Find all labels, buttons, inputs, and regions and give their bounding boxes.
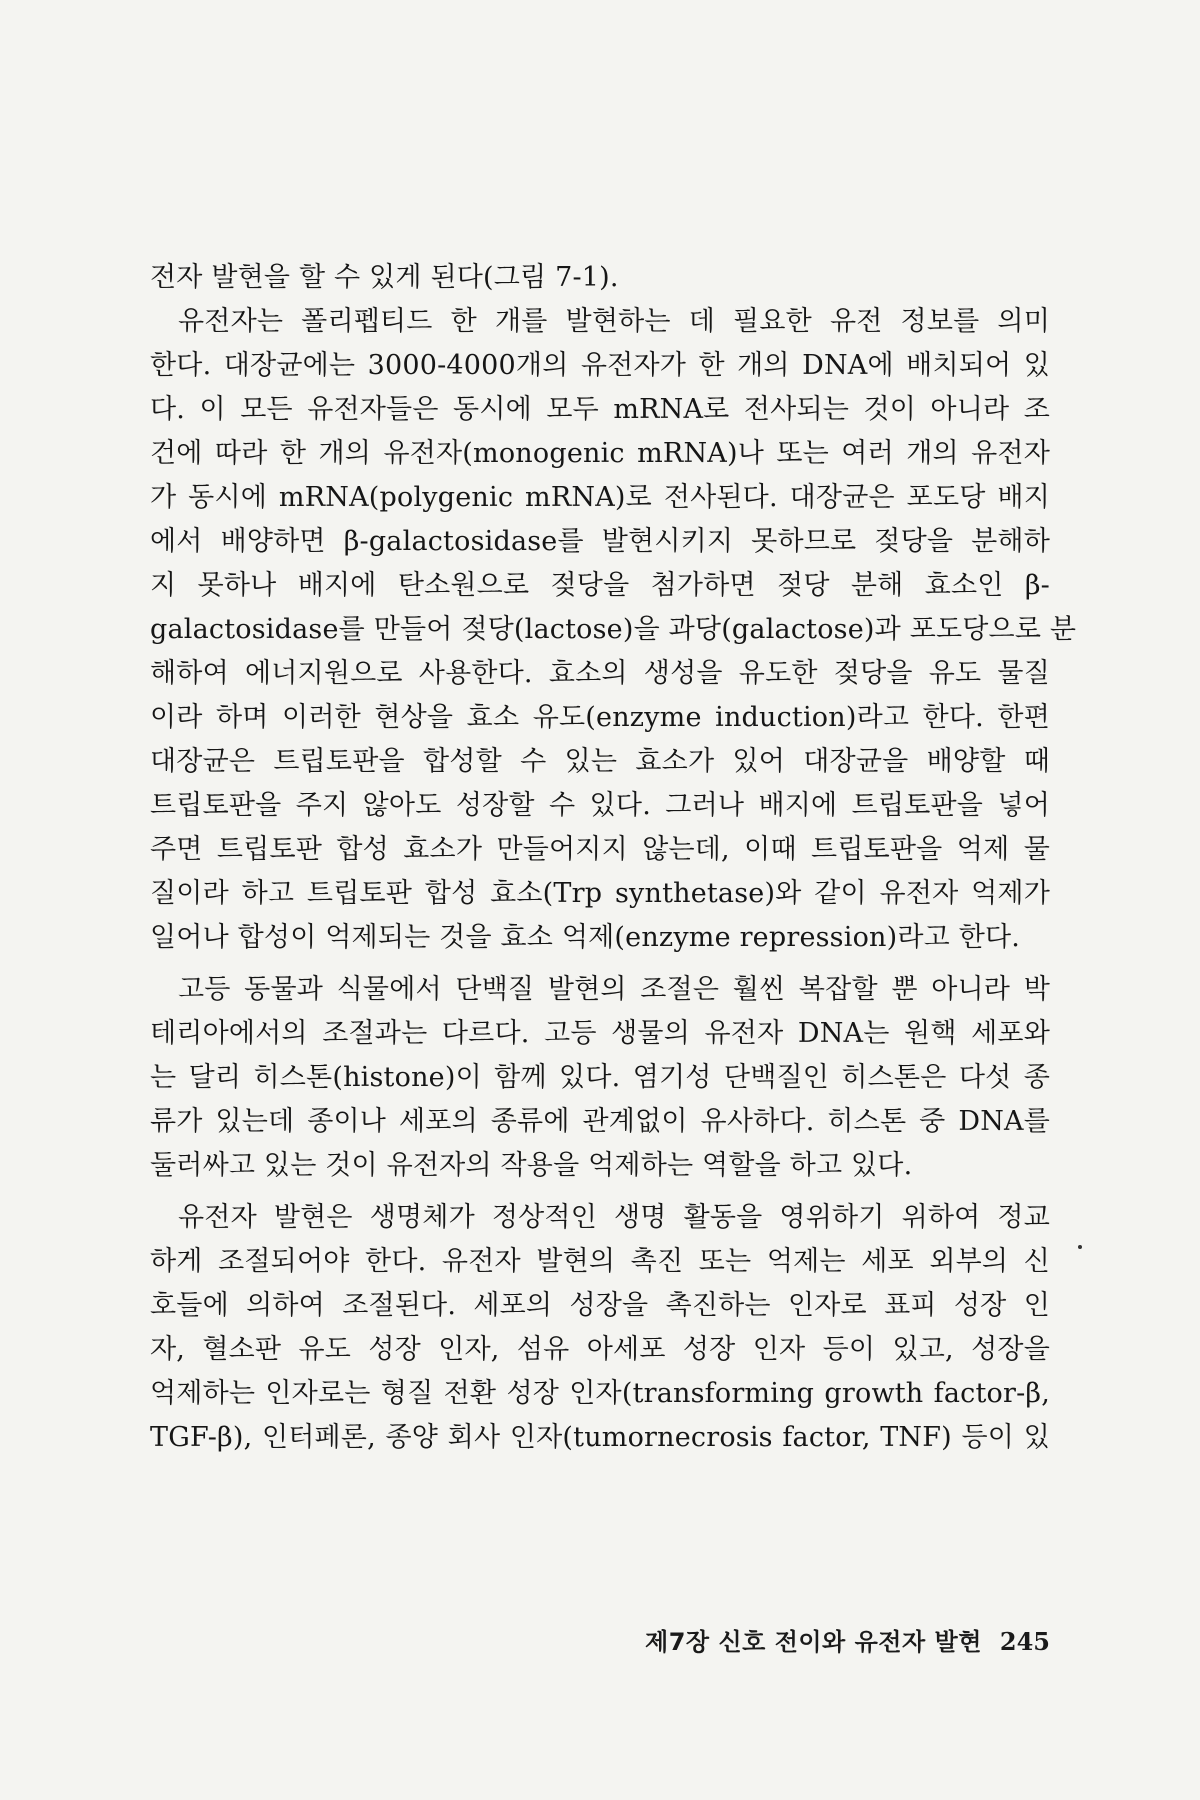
text-line: 한다. 대장균에는 3000-4000개의 유전자가 한 개의 DNA에 배치되어 있 <box>150 350 1050 381</box>
text-line: 유전자 발현은 생명체가 정상적인 생명 활동을 영위하기 위하여 정교 <box>178 1202 1050 1233</box>
text-line: 는 달리 히스톤(histone)이 함께 있다. 염기성 단백질인 히스톤은 다섯 종 <box>150 1062 1050 1093</box>
text-line: 가 동시에 mRNA(polygenic mRNA)로 전사된다. 대장균은 포도당 배지 <box>150 482 1050 513</box>
text-line: 전자 발현을 할 수 있게 된다(그림 7-1). <box>150 262 619 293</box>
text-line: 테리아에서의 조절과는 다르다. 고등 생물의 유전자 DNA는 원핵 세포와 <box>150 1018 1050 1049</box>
text-line: galactosidase를 만들어 젖당(lactose)을 과당(galactose)과 포도당으로 분 <box>150 614 1077 645</box>
text-line: 지 못하나 배지에 탄소원으로 젖당을 첨가하면 젖당 분해 효소인 β- <box>150 570 1050 601</box>
text-line: 대장균은 트립토판을 합성할 수 있는 효소가 있어 대장균을 배양할 때 <box>150 746 1050 777</box>
paragraph-gap <box>150 1188 1050 1196</box>
text-line: 해하여 에너지원으로 사용한다. 효소의 생성을 유도한 젖당을 유도 물질 <box>150 658 1050 689</box>
text-line: 둘러싸고 있는 것이 유전자의 작용을 억제하는 역할을 하고 있다. <box>150 1150 913 1181</box>
text-line: 일어나 합성이 억제되는 것을 효소 억제(enzyme repression)라고 한다. <box>150 922 1021 953</box>
stray-dot <box>1078 1245 1082 1249</box>
text-line: 류가 있는데 종이나 세포의 종류에 관계없이 유사하다. 히스톤 중 DNA를 <box>150 1106 1050 1137</box>
text-line: 건에 따라 한 개의 유전자(monogenic mRNA)나 또는 여러 개의 유전자 <box>150 438 1050 469</box>
text-line: 자, 혈소판 유도 성장 인자, 섬유 아세포 성장 인자 등이 있고, 성장을 <box>150 1334 1050 1365</box>
text-line: 호들에 의하여 조절된다. 세포의 성장을 촉진하는 인자로 표피 성장 인 <box>150 1290 1050 1321</box>
text-line: 트립토판을 주지 않아도 성장할 수 있다. 그러나 배지에 트립토판을 넣어 <box>150 790 1050 821</box>
page-number: 245 <box>999 1627 1050 1656</box>
text-line: 억제하는 인자로는 형질 전환 성장 인자(transforming growth factor-β, <box>150 1378 1050 1409</box>
text-line: TGF-β), 인터페론, 종양 회사 인자(tumornecrosis factor, TNF) 등이 있 <box>150 1422 1050 1453</box>
body-text <box>150 256 1077 1460</box>
text-line: 주면 트립토판 합성 효소가 만들어지지 않는데, 이때 트립토판을 억제 물 <box>150 834 1050 865</box>
text-line: 에서 배양하면 β-galactosidase를 발현시키지 못하므로 젖당을 분해하 <box>150 526 1050 557</box>
text-line: 하게 조절되어야 한다. 유전자 발현의 촉진 또는 억제는 세포 외부의 신 <box>150 1246 1050 1277</box>
text-line: 이라 하며 이러한 현상을 효소 유도(enzyme induction)라고 한다. 한편 <box>150 702 1050 733</box>
text-line: 다. 이 모든 유전자들은 동시에 모두 mRNA로 전사되는 것이 아니라 조 <box>150 394 1050 425</box>
text-line: 질이라 하고 트립토판 합성 효소(Trp synthetase)와 같이 유전자 억제가 <box>150 878 1050 909</box>
text-line: 유전자는 폴리펩티드 한 개를 발현하는 데 필요한 유전 정보를 의미 <box>178 306 1050 337</box>
paragraph-gap <box>150 960 1050 968</box>
running-footer-chapter: 제7장 신호 전이와 유전자 발현 <box>645 1628 982 1656</box>
text-line: 고등 동물과 식물에서 단백질 발현의 조절은 훨씬 복잡할 뿐 아니라 박 <box>178 974 1050 1005</box>
page-footer <box>600 1622 1050 1657</box>
